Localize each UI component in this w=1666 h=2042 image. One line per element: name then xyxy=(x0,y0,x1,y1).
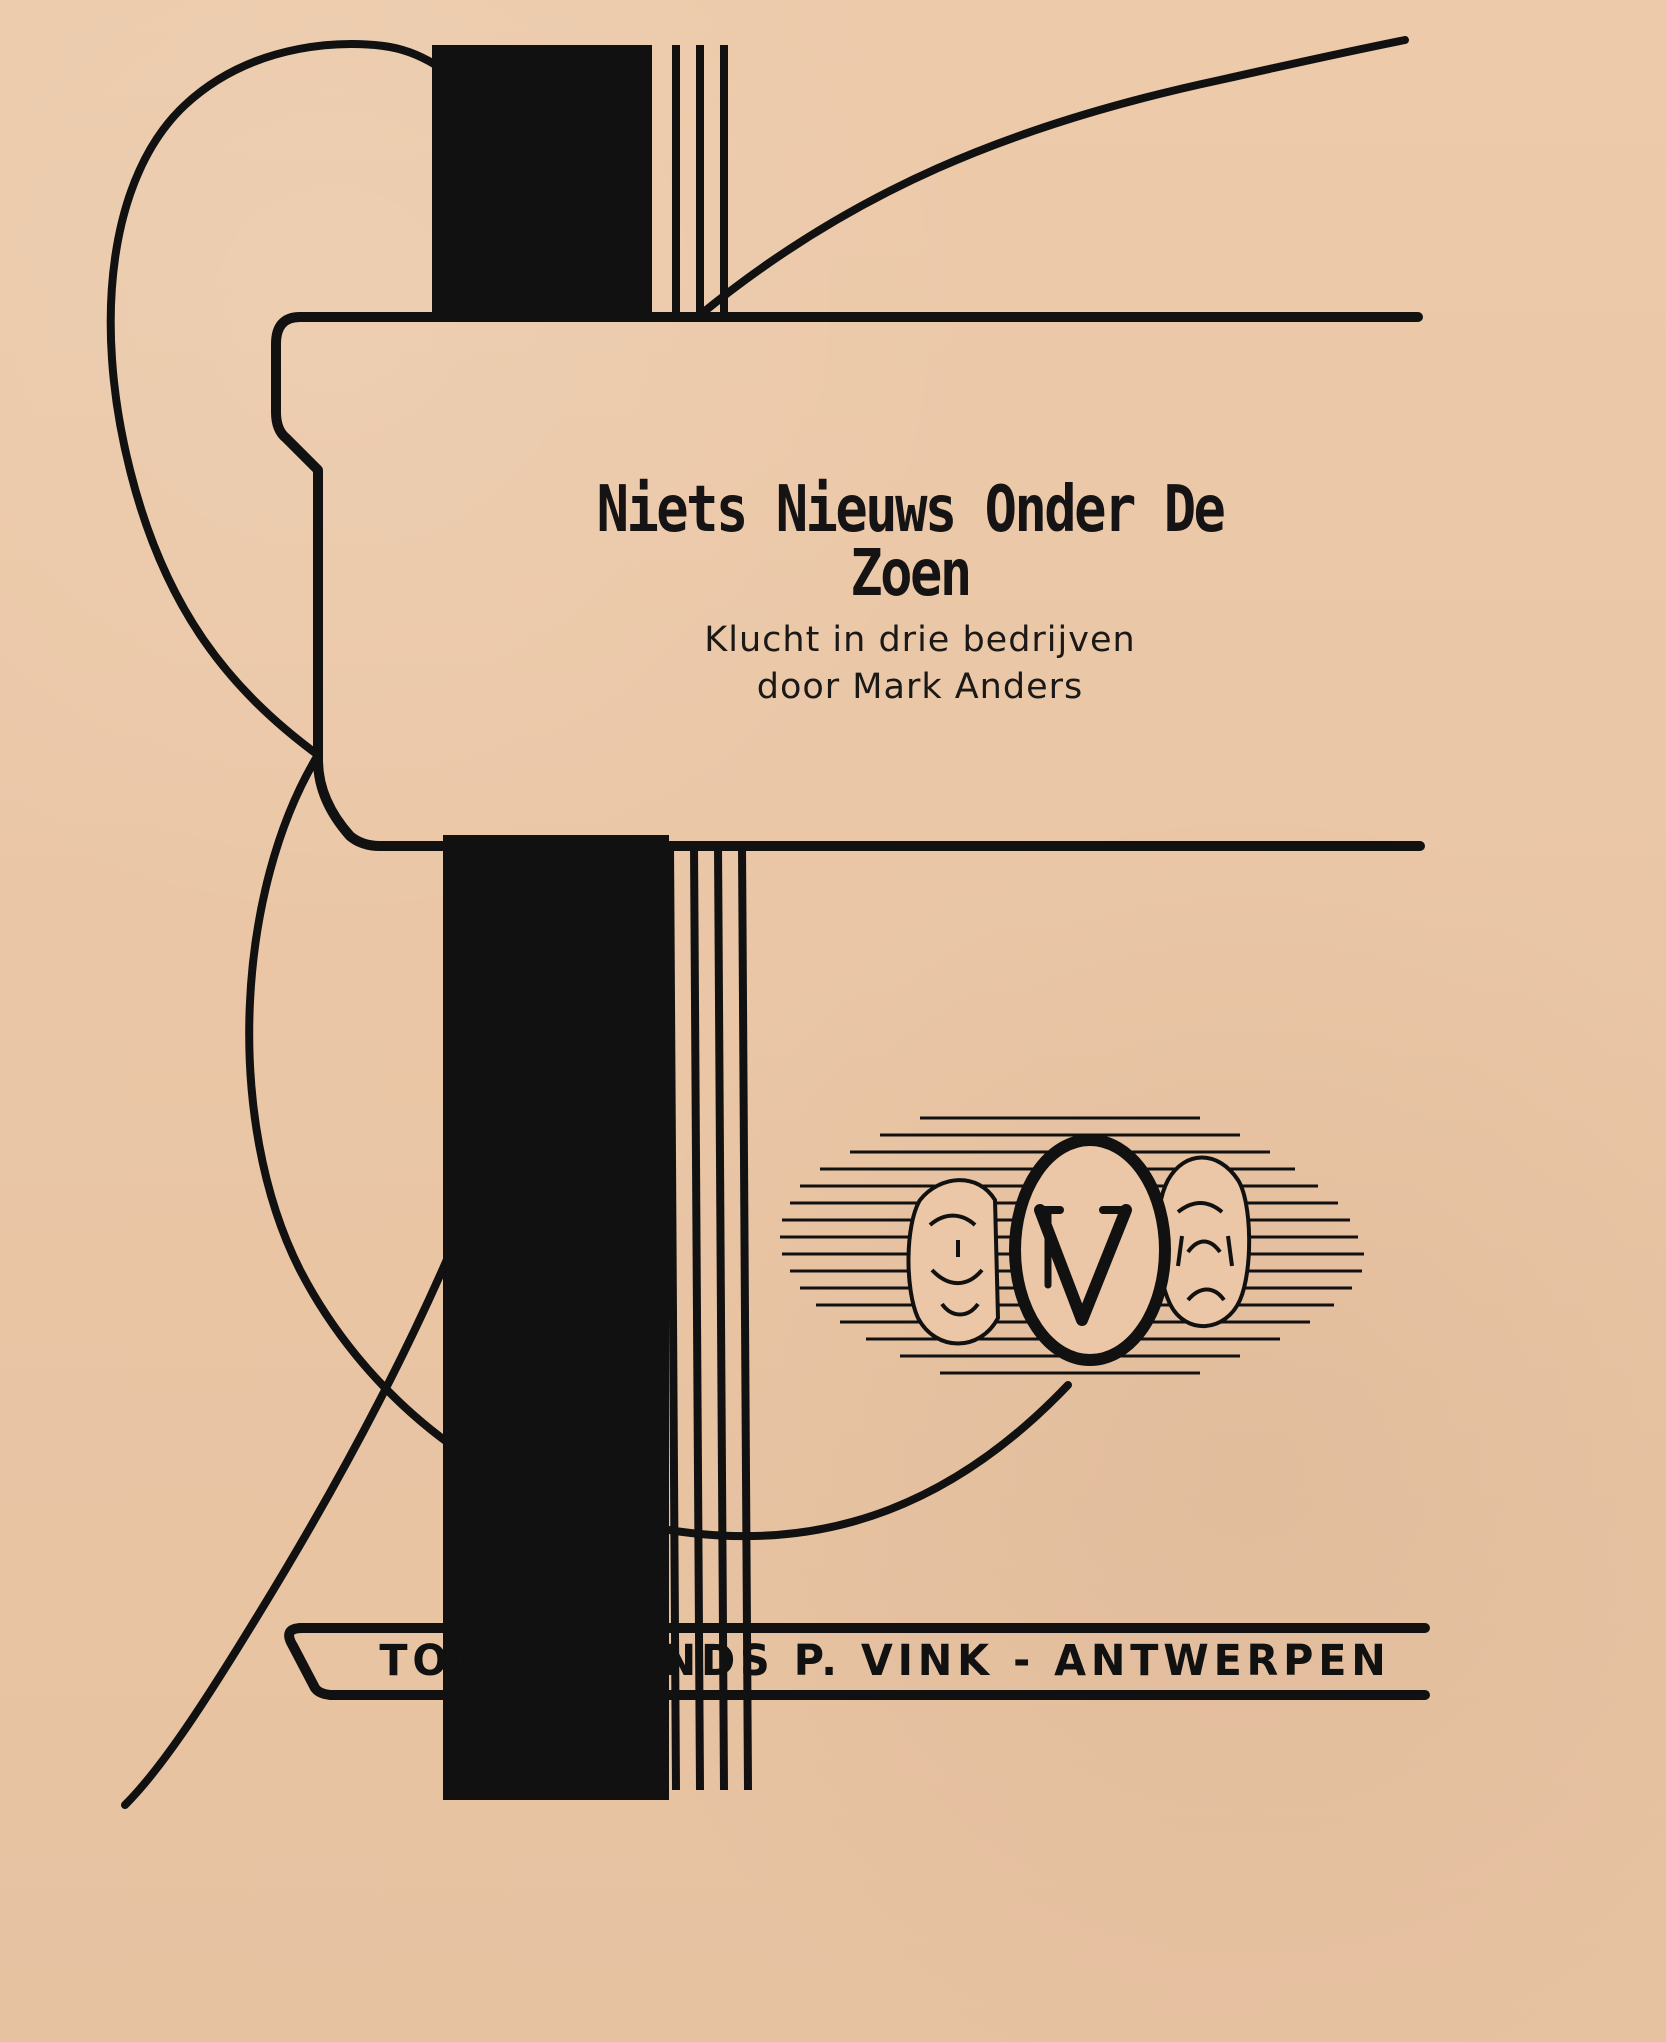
upper-right-swoosh xyxy=(700,40,1405,315)
publisher-name: TONEELFONDS P. VINK - ANTWERPEN xyxy=(379,1636,1391,1686)
book-author: door Mark Anders xyxy=(756,667,1084,707)
book-genre: Klucht in drie bedrijven xyxy=(704,620,1136,660)
publisher-banner-left-cap xyxy=(289,1628,334,1695)
tragedy-mask xyxy=(1157,1158,1249,1327)
book-title: Niets Nieuws Onder De Zoen xyxy=(596,473,1224,611)
emblem-oval xyxy=(1015,1140,1165,1360)
comedy-mask xyxy=(908,1180,998,1343)
